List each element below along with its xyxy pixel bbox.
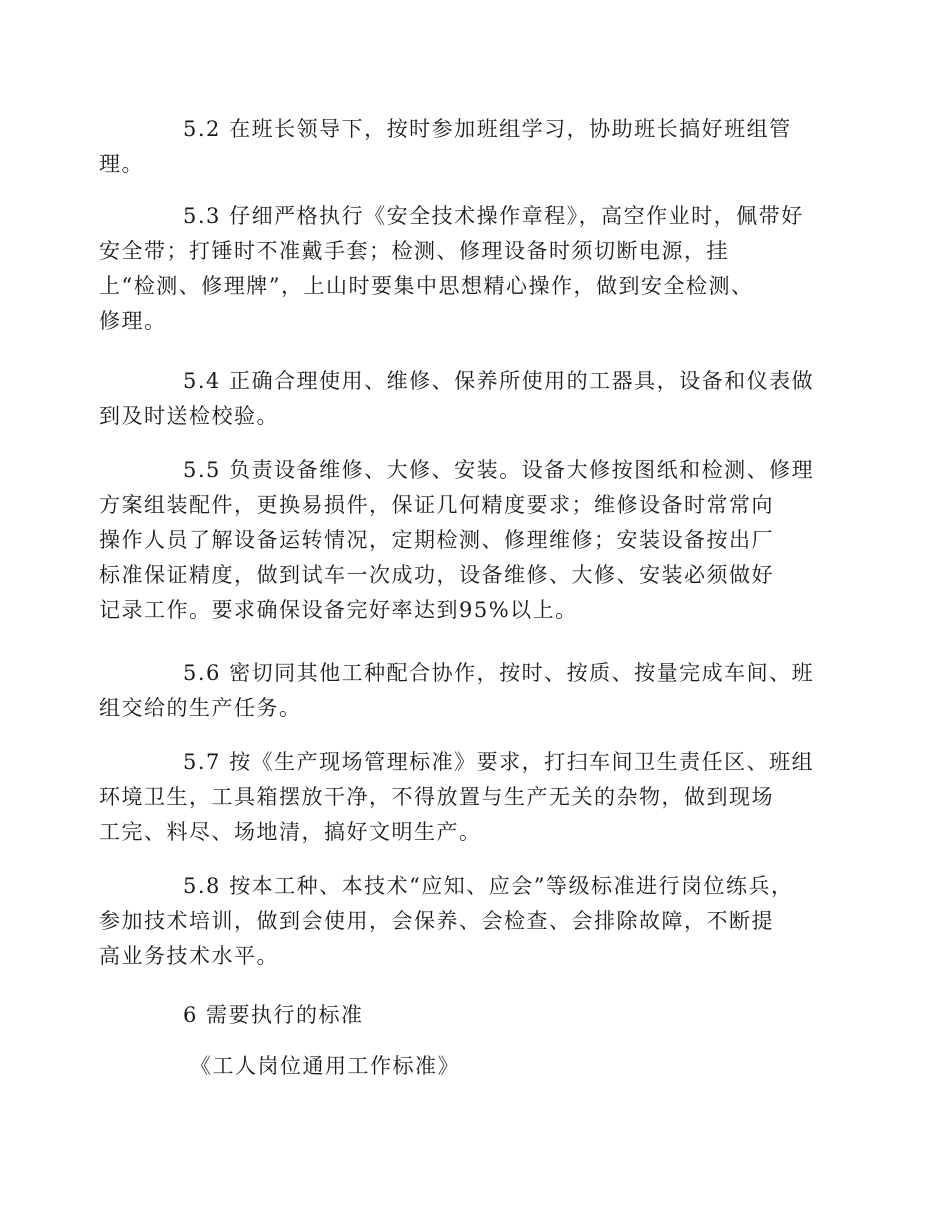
paragraph-5-5 (99, 453, 815, 628)
paragraph-line: 高业务技术水平。 (99, 944, 279, 968)
paragraph-line: 5.7 按《生产现场管理标准》要求，打扫车间卫生责任区、班组 (183, 750, 815, 774)
paragraph-line: 上“检测、修理牌”，上山时要集中思想精心操作，做到安全检测、 (99, 274, 754, 298)
paragraph-line: 5.4 正确合理使用、维修、保养所使用的工器具，设备和仪表做 (183, 369, 815, 393)
paragraph-line: 到及时送检校验。 (99, 404, 279, 428)
paragraph-line: 5.6 密切同其他工种配合协作，按时、按质、按量完成车间、班 (183, 661, 815, 685)
paragraph-line: 方案组装配件，更换易损件，保证几何精度要求；维修设备时常常向 (99, 493, 774, 517)
paragraph-5-8 (99, 869, 801, 974)
paragraph-line: 工完、料尽、场地清，搞好文明生产。 (99, 820, 482, 844)
paragraph-line: 5.3 仔细严格执行《安全技术操作章程》，高空作业时，佩带好 (183, 204, 804, 228)
paragraph-line: 记录工作。要求确保设备完好率达到95%以上。 (99, 598, 578, 622)
paragraph-5-6 (99, 656, 815, 726)
paragraph-line: 参加技术培训，做到会使用，会保养、会检查、会排除故障，不断提 (99, 909, 774, 933)
paragraph-line: 标准保证精度，做到试车一次成功，设备维修、大修、安装必须做好 (99, 563, 774, 587)
paragraph-line: 修理。 (99, 309, 167, 333)
paragraph-line: 环境卫生，工具箱摆放干净，不得放置与生产无关的杂物，做到现场 (99, 785, 774, 809)
paragraph-line: 5.5 负责设备维修、大修、安装。设备大修按图纸和检测、修理 (183, 458, 815, 482)
paragraph-5-4 (99, 364, 815, 434)
standard-title: 《工人岗位通用工作标准》 (190, 1054, 460, 1078)
paragraph-5-2 (99, 112, 801, 182)
section-6-heading: 6 需要执行的标准 (183, 1003, 364, 1027)
paragraph-line: 组交给的生产任务。 (99, 696, 302, 720)
paragraph-line: 安全带；打锤时不准戴手套；检测、修理设备时须切断电源，挂 (99, 239, 729, 263)
paragraph-line: 5.8 按本工种、本技术“应知、应会”等级标准进行岗位练兵， (183, 874, 794, 898)
paragraph-line: 理。 (99, 152, 144, 176)
paragraph-5-7 (99, 745, 815, 850)
paragraph-5-3 (99, 199, 804, 339)
paragraph-line: 操作人员了解设备运转情况，定期检测、修理维修；安装设备按出厂 (99, 528, 774, 552)
paragraph-line: 5.2 在班长领导下，按时参加班组学习，协助班长搞好班组管 (183, 117, 792, 141)
